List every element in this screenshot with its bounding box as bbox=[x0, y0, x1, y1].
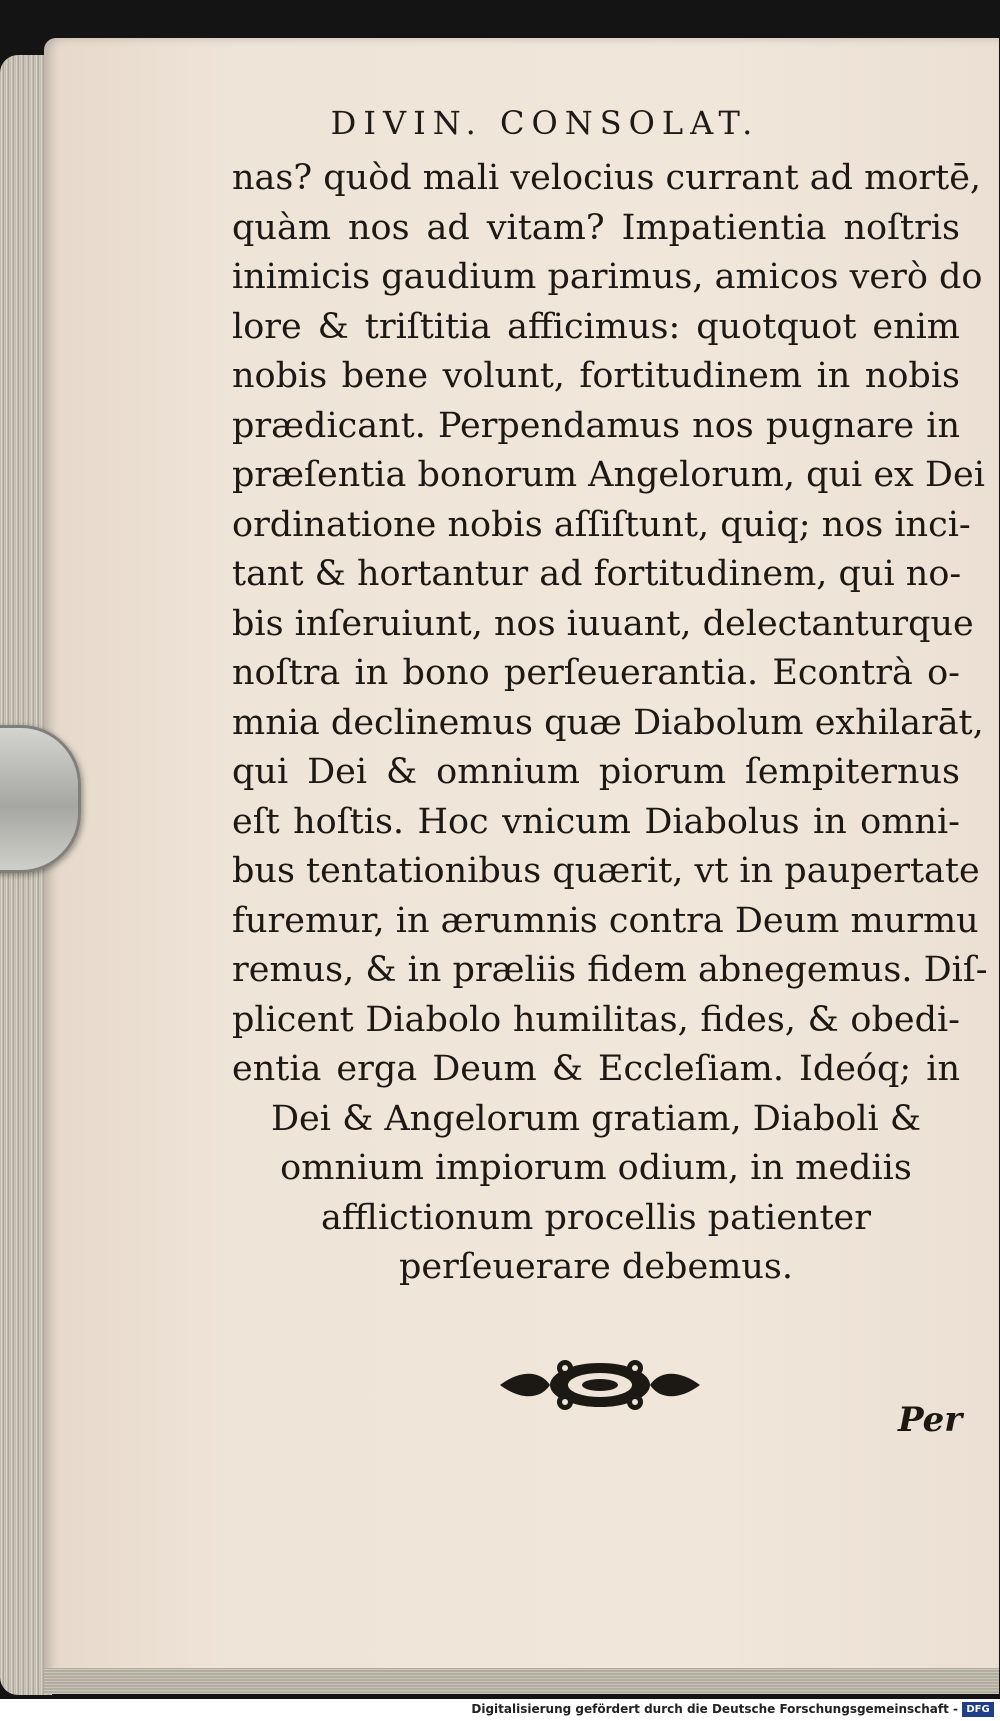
closing-line: Dei & Angelorum gratiam, Diaboli & bbox=[271, 1098, 921, 1139]
text-line: quàm nos ad vitam? Impatientia noſtris bbox=[232, 207, 960, 248]
dfg-logo: DFG bbox=[962, 1702, 994, 1717]
text-line: furemur, in ærumnis contra Deum murmu bbox=[232, 900, 979, 941]
text-line: plicent Diabolo humilitas, fides, & obedi- bbox=[232, 999, 960, 1040]
text-line: ordinatione nobis aſſiſtunt, quiq; nos inci- bbox=[232, 504, 971, 545]
text-line: prædicant. Perpendamus nos pugnare in bbox=[232, 405, 960, 446]
closing-line: omnium impiorum odium, in mediis bbox=[280, 1148, 912, 1188]
catchword: Per bbox=[898, 1400, 963, 1440]
closing-line: afflictionum procellis patienter bbox=[321, 1197, 871, 1238]
text-line: mnia declinemus quæ Diabolum exhilarāt, bbox=[232, 702, 984, 743]
text-line: lore & triſtitia afficimus: quotquot enim bbox=[232, 306, 960, 347]
text-line: inimicis gaudium parimus, amicos verò do bbox=[232, 257, 983, 297]
text-line: nas? quòd mali velocius currant ad mortē, bbox=[232, 158, 982, 198]
funding-credit: Digitalisierung gefördert durch die Deutsche Forschungsgemeinschaft - bbox=[471, 1702, 958, 1716]
footer-bar bbox=[0, 1699, 1000, 1721]
text-line: entia erga Deum & Eccleſiam. Ideóq; in bbox=[232, 1049, 960, 1089]
text-line: qui Dei & omnium piorum ſempiternus bbox=[232, 752, 960, 792]
text-line: nobis bene volunt, fortitudinem in nobis bbox=[232, 356, 960, 396]
text-line: bis inſeruiunt, nos iuuant, delectanturque bbox=[232, 603, 974, 644]
text-line: eſt hoſtis. Hoc vnicum Diabolus in omni- bbox=[232, 801, 960, 842]
text-line: noſtra in bono perſeuerantia. Econtrà o- bbox=[232, 653, 960, 693]
running-head: DIVIN. CONSOLAT. bbox=[330, 104, 760, 142]
text-line: tant & hortantur ad fortitudinem, qui no- bbox=[232, 554, 962, 594]
closing-line: perſeuerare debemus. bbox=[399, 1247, 793, 1287]
book-bottom-edges bbox=[44, 1668, 999, 1694]
text-line: præſentia bonorum Angelorum, qui ex Dei bbox=[232, 455, 985, 495]
printer-ornament-icon bbox=[490, 1350, 710, 1420]
text-line: remus, & in præliis fidem abnegemus. Diſ- bbox=[232, 950, 988, 990]
text-line: bus tentationibus quærit, vt in paupertate bbox=[232, 851, 980, 891]
body-text bbox=[232, 154, 988, 1293]
